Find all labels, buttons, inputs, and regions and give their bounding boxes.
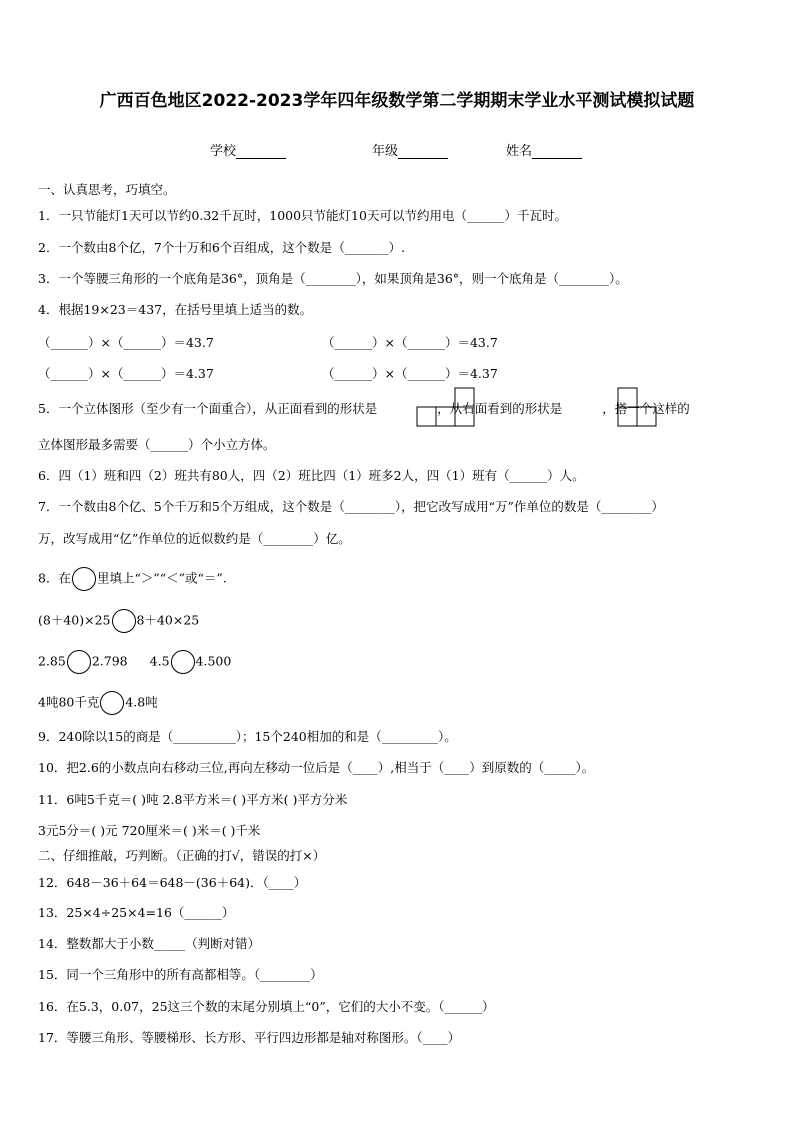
q8-r2b-right: 4.500 [195,653,232,669]
grade-label: 年级 [372,144,399,159]
q8-suffix: 里填上“＞”“＜”或“＝”. [96,570,227,586]
question-15: 15．同一个三角形中的所有高都相等。（________） [38,967,323,982]
q8-compare-1 [38,609,199,633]
school-label: 学校 [210,144,237,159]
right-cube-3 [637,407,656,426]
front-cube-3 [455,407,474,426]
question-13: 13．25×4÷25×4=16（______） [38,905,235,920]
question-4: 4．根据19×23＝437，在括号里填上适当的数。 [38,302,313,317]
q4-row-a: （______）×（______）＝43.7 [38,335,214,350]
compare-circle-4[interactable] [100,691,124,715]
question-2: 2．一个数由8个亿，7个十万和6个百组成，这个数是（_______）. [38,240,406,255]
question-7-line-2: 万，改写成用“亿”作单位的近似数约是（________）亿。 [38,531,351,546]
q5-text-2: ，从右面看到的形状是 [437,401,563,416]
q8-r3-right: 4.8吨 [125,694,158,710]
q8-compare-2 [38,650,231,674]
question-10: 10．把2.6的小数点向右移动三位,再向左移动一位后是（____）,相当于（____）到原数的（_____）。 [38,760,595,775]
q8-r2a-right: 2.798 [91,653,128,669]
section-1-heading: 一、认真思考，巧填空。 [38,182,176,197]
q8-r1-right: 8＋40×25 [136,612,200,628]
q8-prefix: 8．在 [38,570,71,586]
q5-text-1: 5．一个立体图形（至少有一个面重合），从正面看到的形状是 [38,401,378,416]
q4-row-d: （______）×（______）＝4.37 [322,366,498,381]
question-1: 1．一只节能灯1天可以节约0.32千瓦时，1000只节能灯10天可以节约用电（______）千瓦时。 [38,208,567,223]
q8-r1-left: (8＋40)×25 [38,612,111,628]
question-8 [38,567,227,591]
q4-row-b: （______）×（______）＝43.7 [322,335,498,350]
right-cube-2 [618,407,637,426]
grade-blank [398,146,448,159]
page-title: 广西百色地区2022-2023学年四年级数学第二学期期末学业水平测试模拟试题 [99,91,695,111]
front-cube-2 [436,407,455,426]
q8-r3-left: 4吨80千克 [38,694,100,710]
question-5-line-2: 立体图形最多需要（______）个小立方体。 [38,437,276,452]
question-16: 16．在5.3，0.07，25这三个数的末尾分别填上“0”，它们的大小不变。（______） [38,999,495,1014]
name-blank [532,146,582,159]
question-11-line-1: 11．6吨5千克＝( )吨 2.8平方米＝( )平方米( )平方分米 [38,792,348,807]
q4-row-c: （______）×（______）＝4.37 [38,366,214,381]
question-3: 3．一个等腰三角形的一个底角是36°，顶角是（________），如果顶角是36°，则一个底角是（________）。 [38,271,628,286]
question-7-line-1: 7．一个数由8个亿、5个千万和5个万组成，这个数是（________），把它改写成用“万”作单位的数是（________） [38,499,664,514]
section-2-heading: 二、仔细推敲，巧判断。（正确的打√，错误的打×） [38,848,326,863]
right-cube-1 [618,388,637,407]
question-11-line-2: 3元5分＝( )元 720厘米＝( )米＝( )千米 [38,823,261,838]
front-view-figure [416,387,478,427]
school-blank [236,146,286,159]
q8-r2b-left: 4.5 [149,653,170,669]
answer-circle-icon [72,567,96,591]
school-field [210,140,286,159]
question-14: 14．整数都大于小数_____（判断对错） [38,936,261,951]
question-6: 6．四（1）班和四（2）班共有80人，四（2）班比四（1）班多2人，四（1）班有（______）人。 [38,468,585,483]
q5-text-3: ，搭一个这样的 [602,401,690,416]
compare-circle-2[interactable] [67,650,91,674]
right-view-figure [617,387,659,427]
front-cube-4 [455,388,474,407]
question-17: 17．等腰三角形、等腰梯形、长方形、平行四边形都是轴对称图形。（____） [38,1030,461,1045]
grade-field [372,140,448,159]
front-cube-1 [417,407,436,426]
question-9: 9．240除以15的商是（__________）；15个240相加的和是（_________）。 [38,729,457,744]
q8-r2a-left: 2.85 [38,653,66,669]
question-5-line-1 [38,401,690,417]
q8-compare-3 [38,691,158,715]
name-label: 姓名 [506,144,533,159]
name-field [506,140,582,159]
question-12: 12．648－36＋64＝648－(36＋64)．（____） [38,875,307,890]
compare-circle-1[interactable] [112,609,136,633]
compare-circle-3[interactable] [171,650,195,674]
